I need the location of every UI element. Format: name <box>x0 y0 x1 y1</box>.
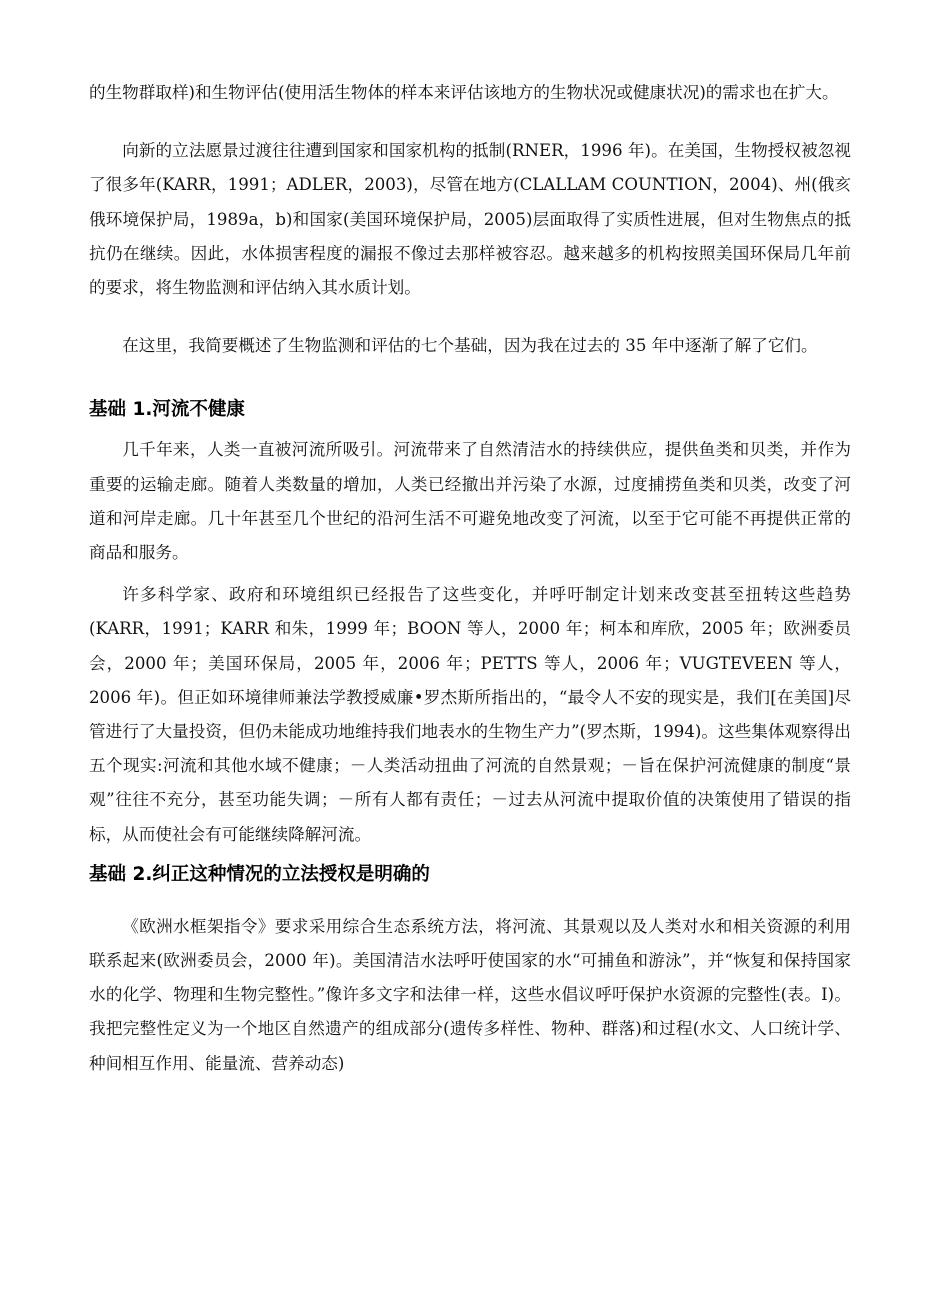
paragraph-seven-foundations: 在这里，我简要概述了生物监测和评估的七个基础，因为我在过去的 35 年中逐渐了解了它们。 <box>122 336 818 356</box>
section-heading-foundation-2: 基础 2.纠正这种情况的立法授权是明确的 <box>89 863 430 885</box>
paragraph-rivers-history: 几千年来，人类一直被河流所吸引。河流带来了自然清洁水的持续供应，提供鱼类和贝类，并作为重要的运输走廊。随着人类数量的增加，人类已经撤出并污染了水源，过度捕捞鱼类和贝类，改变了河道和河岸走廊。几十年甚至几个世纪的沿河生活不可避免地改变了河流，以至于它可能不再提供正常的商品和服务。 <box>89 440 851 563</box>
section-heading-foundation-1: 基础 1.河流不健康 <box>89 399 245 421</box>
paragraph-legislative-resistance: 向新的立法愿景过渡往往遭到国家和国家机构的抵制(RNER，1996 年)。在美国，生物授权被忽视了很多年(KARR，1991；ADLER，2003)，尽管在地方(CLALLAM COUNTION，2004)、州(俄亥俄环境保护局，1989a，b)和国家(美国环境保护局，2005)层面取得了实质性进展，但对生物焦点的抵抗仍在继续。因此，水体损害程度的漏报不像过去那样被容忍。越来越多的机构按照美国环保局几年前的要求，将生物监测和评估纳入其水质计划。 <box>89 141 851 298</box>
document-page <box>89 76 851 1081</box>
paragraph-five-realities: 许多科学家、政府和环境组织已经报告了这些变化，并呼吁制定计划来改变甚至扭转这些趋势(KARR，1991；KARR 和朱，1999 年；BOON 等人，2000 年；柯本和库欣，2005 年；欧洲委员会，2000 年；美国环保局，2005 年，2006 年；PETTS 等人，2006 年；VUGTEVEEN 等人，2006 年)。但正如环境律师兼法学教授威廉•罗杰斯所指出的，“最令人不安的现实是，我们[在美国]尽管进行了大量投资，但仍未能成功地维持我们地表水的生物生产力”(罗杰斯，1994)。这些集体观察得出五个现实:河流和其他水域不健康；－人类活动扭曲了河流的自然景观；－旨在保护河流健康的制度“景观”往往不充分，甚至功能失调；－所有人都有责任；－过去从河流中提取价值的决策使用了错误的指标，从而使社会有可能继续降解河流。 <box>89 585 851 844</box>
paragraph-continued: 的生物群取样)和生物评估(使用活生物体的样本来评估该地方的生物状况或健康状况)的需求也在扩大。 <box>89 83 839 102</box>
paragraph-water-framework: 《欧洲水框架指令》要求采用综合生态系统方法，将河流、其景观以及人类对水和相关资源的利用联系起来(欧洲委员会，2000 年)。美国清洁水法呼吁使国家的水“可捕鱼和游泳”，并“恢复和保持国家水的化学、物理和生物完整性。”像许多文字和法律一样，这些水倡议呼吁保护水资源的完整性(表。I)。我把完整性定义为一个地区自然遗产的组成部分(遗传多样性、物种、群落)和过程(水文、人口统计学、种间相互作用、能量流、营养动态) <box>89 916 851 1073</box>
